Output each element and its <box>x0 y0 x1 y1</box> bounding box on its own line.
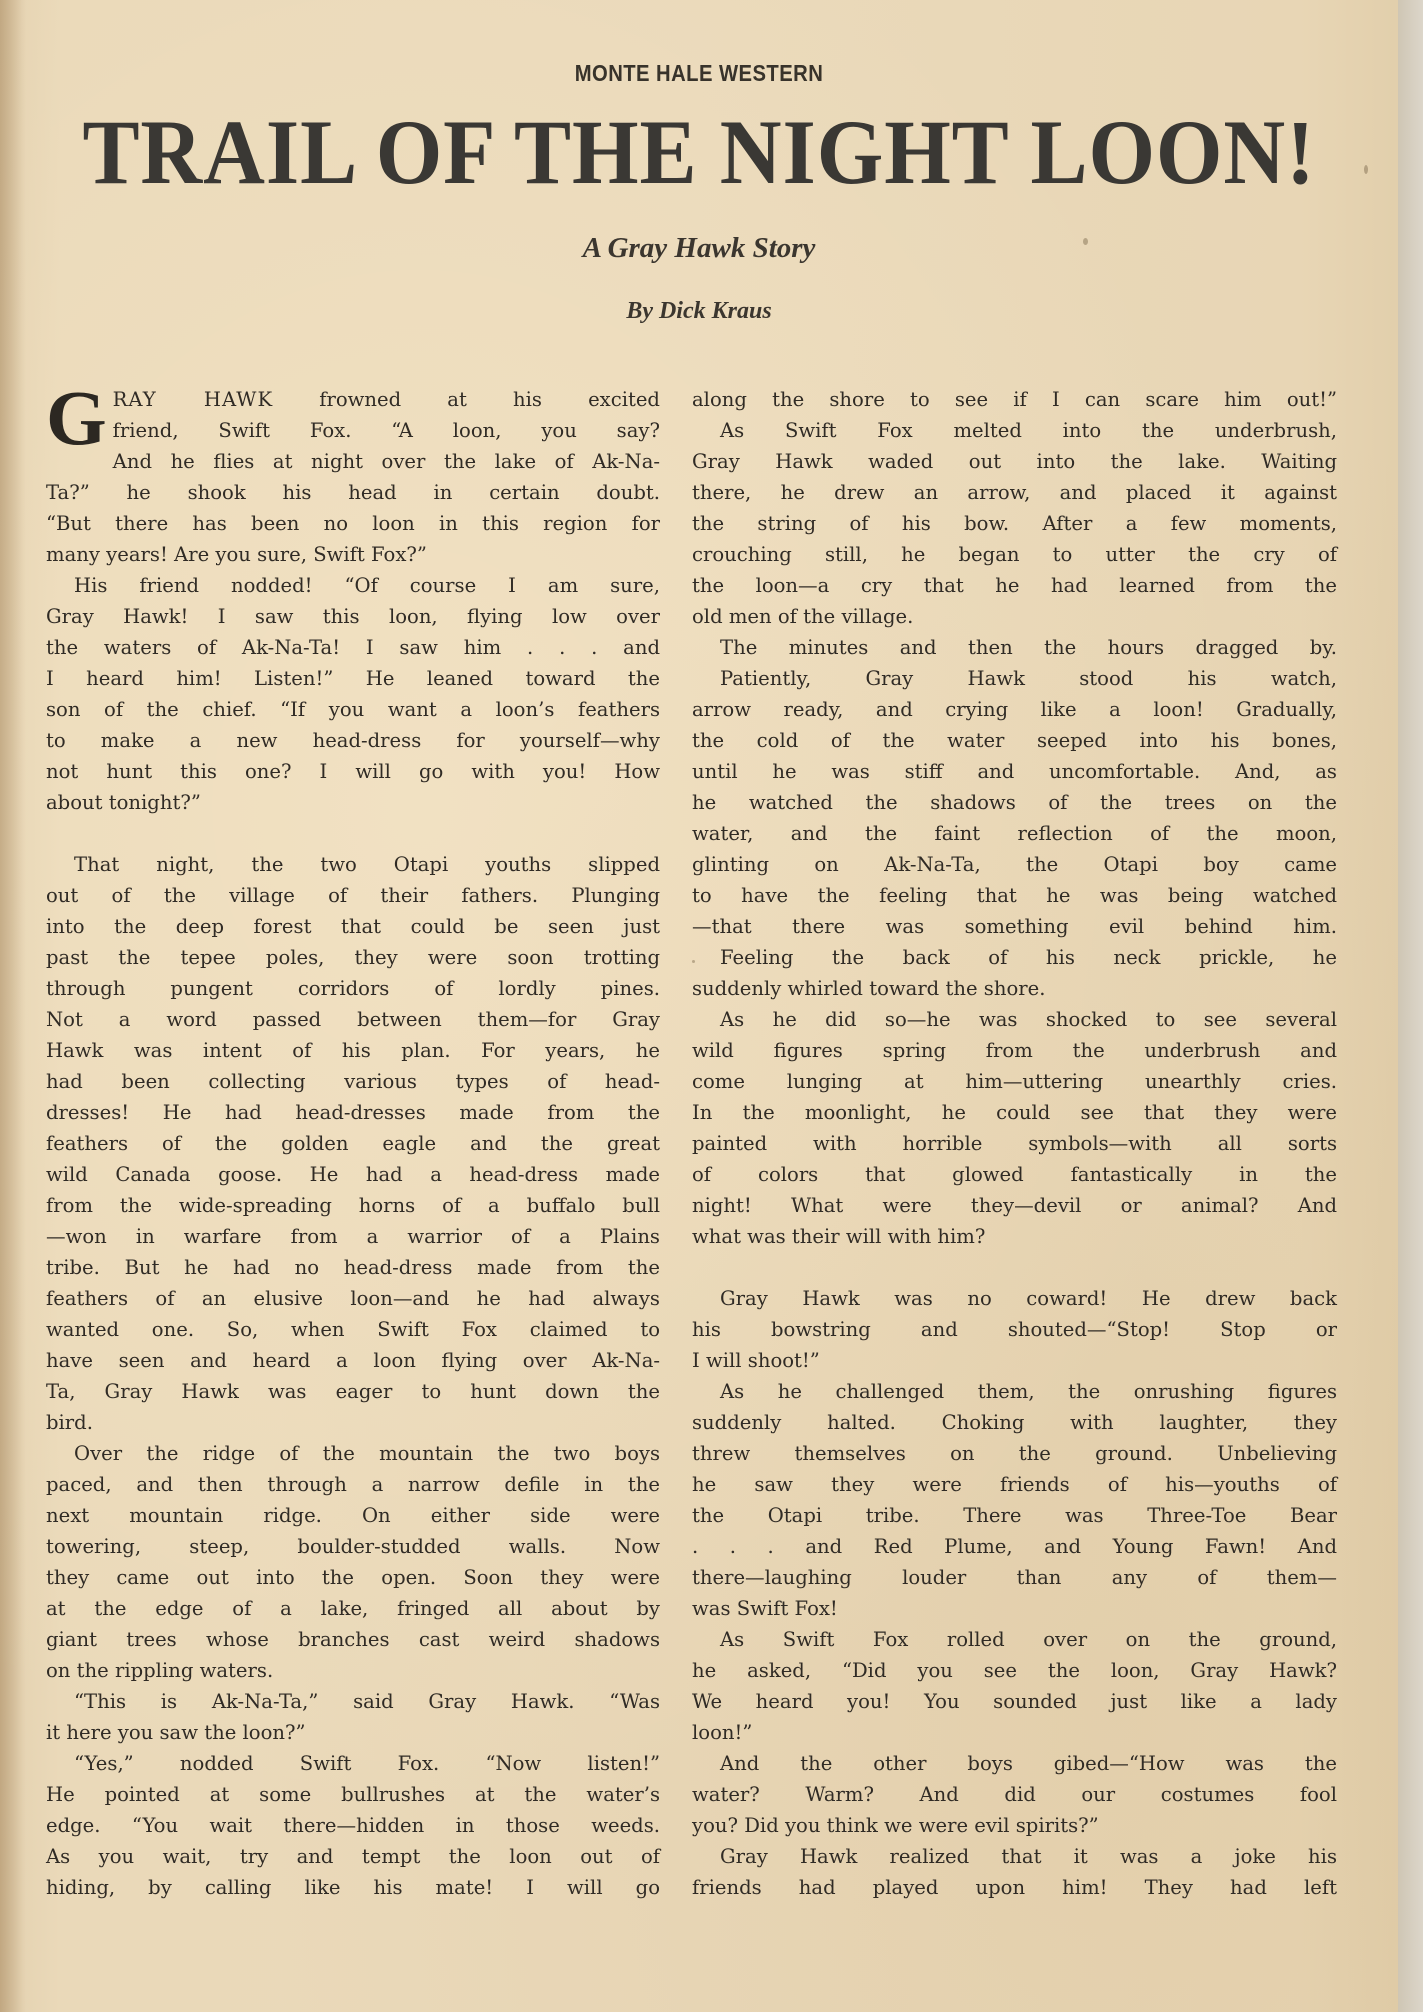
text-line: through pungent corridors of lordly pines. <box>46 977 660 1000</box>
text-line: Ta?” he shook his head in certain doubt. <box>46 481 660 504</box>
story-subtitle: A Gray Hawk Story <box>582 232 816 264</box>
text-line: As he challenged them, the onrushing figures <box>720 1380 1337 1403</box>
text-line: from the wide-spreading horns of a buffalo bull <box>46 1194 660 1217</box>
text-line: —that there was something evil behind him. <box>692 915 1337 938</box>
text-line: the waters of Ak-Na-Ta! I saw him . . . and <box>46 636 660 659</box>
text-line: the loon—a cry that he had learned from the <box>692 574 1337 597</box>
text-line: had been collecting various types of head- <box>46 1070 660 1093</box>
text-line: Feeling the back of his neck prickle, he <box>720 946 1337 969</box>
text-line: water? Warm? And did our costumes fool <box>692 1783 1337 1806</box>
text-line: As he did so—he was shocked to see several <box>720 1008 1337 1031</box>
text-line: Gray Hawk realized that it was a joke his <box>720 1845 1337 1868</box>
text-line: of colors that glowed fantastically in the <box>692 1163 1337 1186</box>
text-line: Ta, Gray Hawk was eager to hunt down the <box>46 1380 660 1403</box>
text-line: wild Canada goose. He had a head-dress made <box>46 1163 660 1186</box>
text-line: Hawk was intent of his plan. For years, he <box>46 1039 660 1062</box>
text-line: “Yes,” nodded Swift Fox. “Now listen!” <box>74 1752 660 1775</box>
left-column-body <box>46 446 660 1903</box>
text-line: friends had played upon him! They had left <box>692 1876 1337 1899</box>
text-line: —won in warfare from a warrior of a Plains <box>46 1225 660 1248</box>
text-line: suddenly halted. Choking with laughter, they <box>692 1411 1337 1434</box>
text-line: “This is Ak-Na-Ta,” said Gray Hawk. “Was <box>74 1690 660 1713</box>
text-line: Patiently, Gray Hawk stood his watch, <box>720 667 1337 690</box>
text-line: wild figures spring from the underbrush and <box>692 1039 1337 1062</box>
text-line: son of the chief. “If you want a loon’s feathers <box>46 698 660 721</box>
text-line: towering, steep, boulder-studded walls. Now <box>46 1535 660 1558</box>
left-text-column <box>46 374 660 1903</box>
text-line: the Otapi tribe. There was Three-Toe Bear <box>692 1504 1337 1527</box>
text-line: it here you saw the loon?” <box>46 1721 306 1744</box>
text-line: As you wait, try and tempt the loon out of <box>46 1845 660 1868</box>
text-line: wanted one. So, when Swift Fox claimed to <box>46 1318 660 1341</box>
text-line-content: frowned at his excited <box>273 388 660 411</box>
text-line: crouching still, he began to utter the cry of <box>692 543 1337 566</box>
text-line: painted with horrible symbols—with all sorts <box>692 1132 1337 1155</box>
text-line: he watched the shadows of the trees on the <box>692 791 1337 814</box>
opening-lines <box>46 374 660 461</box>
scan-background <box>1398 0 1423 2012</box>
text-line: hiding, by calling like his mate! I will go <box>46 1876 660 1899</box>
series-masthead: MONTE HALE WESTERN <box>574 60 824 86</box>
story-title: TRAIL OF THE NIGHT LOON! <box>82 101 1316 203</box>
text-line: the cold of the water seeped into his bones, <box>692 729 1337 752</box>
text-line: And the other boys gibed—“How was the <box>720 1752 1337 1775</box>
text-line-content: friend, Swift Fox. “A loon, you say? <box>112 419 660 442</box>
text-line: Not a word passed between them—for Gray <box>46 1008 660 1031</box>
text-line: His friend nodded! “Of course I am sure, <box>74 574 660 597</box>
text-line: to make a new head-dress for yourself—why <box>46 729 660 752</box>
text-line: Gray Hawk was no coward! He drew back <box>720 1287 1337 1310</box>
text-line: there—laughing louder than any of them— <box>692 1566 1337 1589</box>
paragraph-gap <box>46 818 660 849</box>
paper-speck <box>1364 165 1368 174</box>
lead-in-caps: RAY HAWK <box>112 388 274 411</box>
text-line: next mountain ridge. On either side were <box>46 1504 660 1527</box>
text-line: on the rippling waters. <box>46 1659 274 1682</box>
text-line: And he flies at night over the lake of Ak-Na- <box>112 450 660 473</box>
text-line: along the shore to see if I can scare him out!” <box>692 388 1337 411</box>
text-line: until he was stiff and uncomfortable. And, as <box>692 760 1337 783</box>
text-line: As Swift Fox melted into the underbrush, <box>720 419 1337 442</box>
text-line: night! What were they—devil or animal? And <box>692 1194 1337 1217</box>
text-line: old men of the village. <box>692 605 914 628</box>
text-line: at the edge of a lake, fringed all about by <box>46 1597 660 1620</box>
text-line: I will shoot!” <box>692 1349 820 1372</box>
text-line: In the moonlight, he could see that they were <box>692 1101 1337 1124</box>
text-line: the string of his bow. After a few moments, <box>692 512 1337 535</box>
text-line: Over the ridge of the mountain the two boys <box>74 1442 660 1465</box>
text-line: he asked, “Did you see the loon, Gray Hawk? <box>692 1659 1337 1682</box>
text-line: not hunt this one? I will go with you! How <box>46 760 660 783</box>
text-line: I heard him! Listen!” He leaned toward the <box>46 667 660 690</box>
text-line: have seen and heard a loon flying over Ak-Na- <box>46 1349 660 1372</box>
text-line: suddenly whirled toward the shore. <box>692 977 1046 1000</box>
text-line: dresses! He had head-dresses made from the <box>46 1101 660 1124</box>
text-line: about tonight?” <box>46 791 201 814</box>
text-line: you? Did you think we were evil spirits?” <box>692 1814 1099 1837</box>
right-text-column <box>692 384 1337 1903</box>
text-line: past the tepee poles, they were soon trotting <box>46 946 660 969</box>
text-line: there, he drew an arrow, and placed it against <box>692 481 1337 504</box>
paper-speck <box>692 960 695 963</box>
text-line: The minutes and then the hours dragged by. <box>720 636 1337 659</box>
text-line: he saw they were friends of his—youths of <box>692 1473 1337 1496</box>
text-line: threw themselves on the ground. Unbelieving <box>692 1442 1337 1465</box>
text-line: arrow ready, and crying like a loon! Gradually, <box>692 698 1337 721</box>
text-line: bird. <box>46 1411 93 1434</box>
text-line: his bowstring and shouted—“Stop! Stop or <box>692 1318 1337 1341</box>
text-line: water, and the faint reflection of the moon, <box>692 822 1337 845</box>
text-line: out of the village of their fathers. Plunging <box>46 884 660 907</box>
text-line: was Swift Fox! <box>692 1597 838 1620</box>
text-line: Gray Hawk! I saw this loon, flying low over <box>46 605 660 628</box>
text-line: into the deep forest that could be seen just <box>46 915 660 938</box>
text-line: loon!” <box>692 1721 753 1744</box>
text-line: . . . and Red Plume, and Young Fawn! And <box>692 1535 1337 1558</box>
text-line: Gray Hawk waded out into the lake. Waiting <box>692 450 1337 473</box>
text-line: feathers of an elusive loon—and he had always <box>46 1287 660 1310</box>
paper-speck <box>1083 238 1088 245</box>
text-line: feathers of the golden eagle and the great <box>46 1132 660 1155</box>
text-line <box>46 384 660 415</box>
text-line: to have the feeling that he was being watched <box>692 884 1337 907</box>
text-line: many years! Are you sure, Swift Fox?” <box>46 543 427 566</box>
text-line: That night, the two Otapi youths slipped <box>74 853 660 876</box>
author-byline: By Dick Kraus <box>626 298 772 324</box>
text-line: giant trees whose branches cast weird shadows <box>46 1628 660 1651</box>
text-line: As Swift Fox rolled over on the ground, <box>720 1628 1337 1651</box>
text-line: He pointed at some bullrushes at the water’s <box>46 1783 660 1806</box>
text-line: paced, and then through a narrow defile in the <box>46 1473 660 1496</box>
text-line: they came out into the open. Soon they were <box>46 1566 660 1589</box>
text-line: “But there has been no loon in this region for <box>46 512 660 535</box>
text-line: glinting on Ak-Na-Ta, the Otapi boy came <box>692 853 1337 876</box>
text-line: tribe. But he had no head-dress made from the <box>46 1256 660 1279</box>
paragraph-gap <box>692 1252 1337 1283</box>
text-line: come lunging at him—uttering unearthly cries. <box>692 1070 1337 1093</box>
text-line: We heard you! You sounded just like a lady <box>692 1690 1337 1713</box>
text-line: edge. “You wait there—hidden in those weeds. <box>46 1814 660 1837</box>
drop-cap: G <box>46 374 107 461</box>
text-line: what was their will with him? <box>692 1225 986 1248</box>
text-line <box>46 415 660 446</box>
